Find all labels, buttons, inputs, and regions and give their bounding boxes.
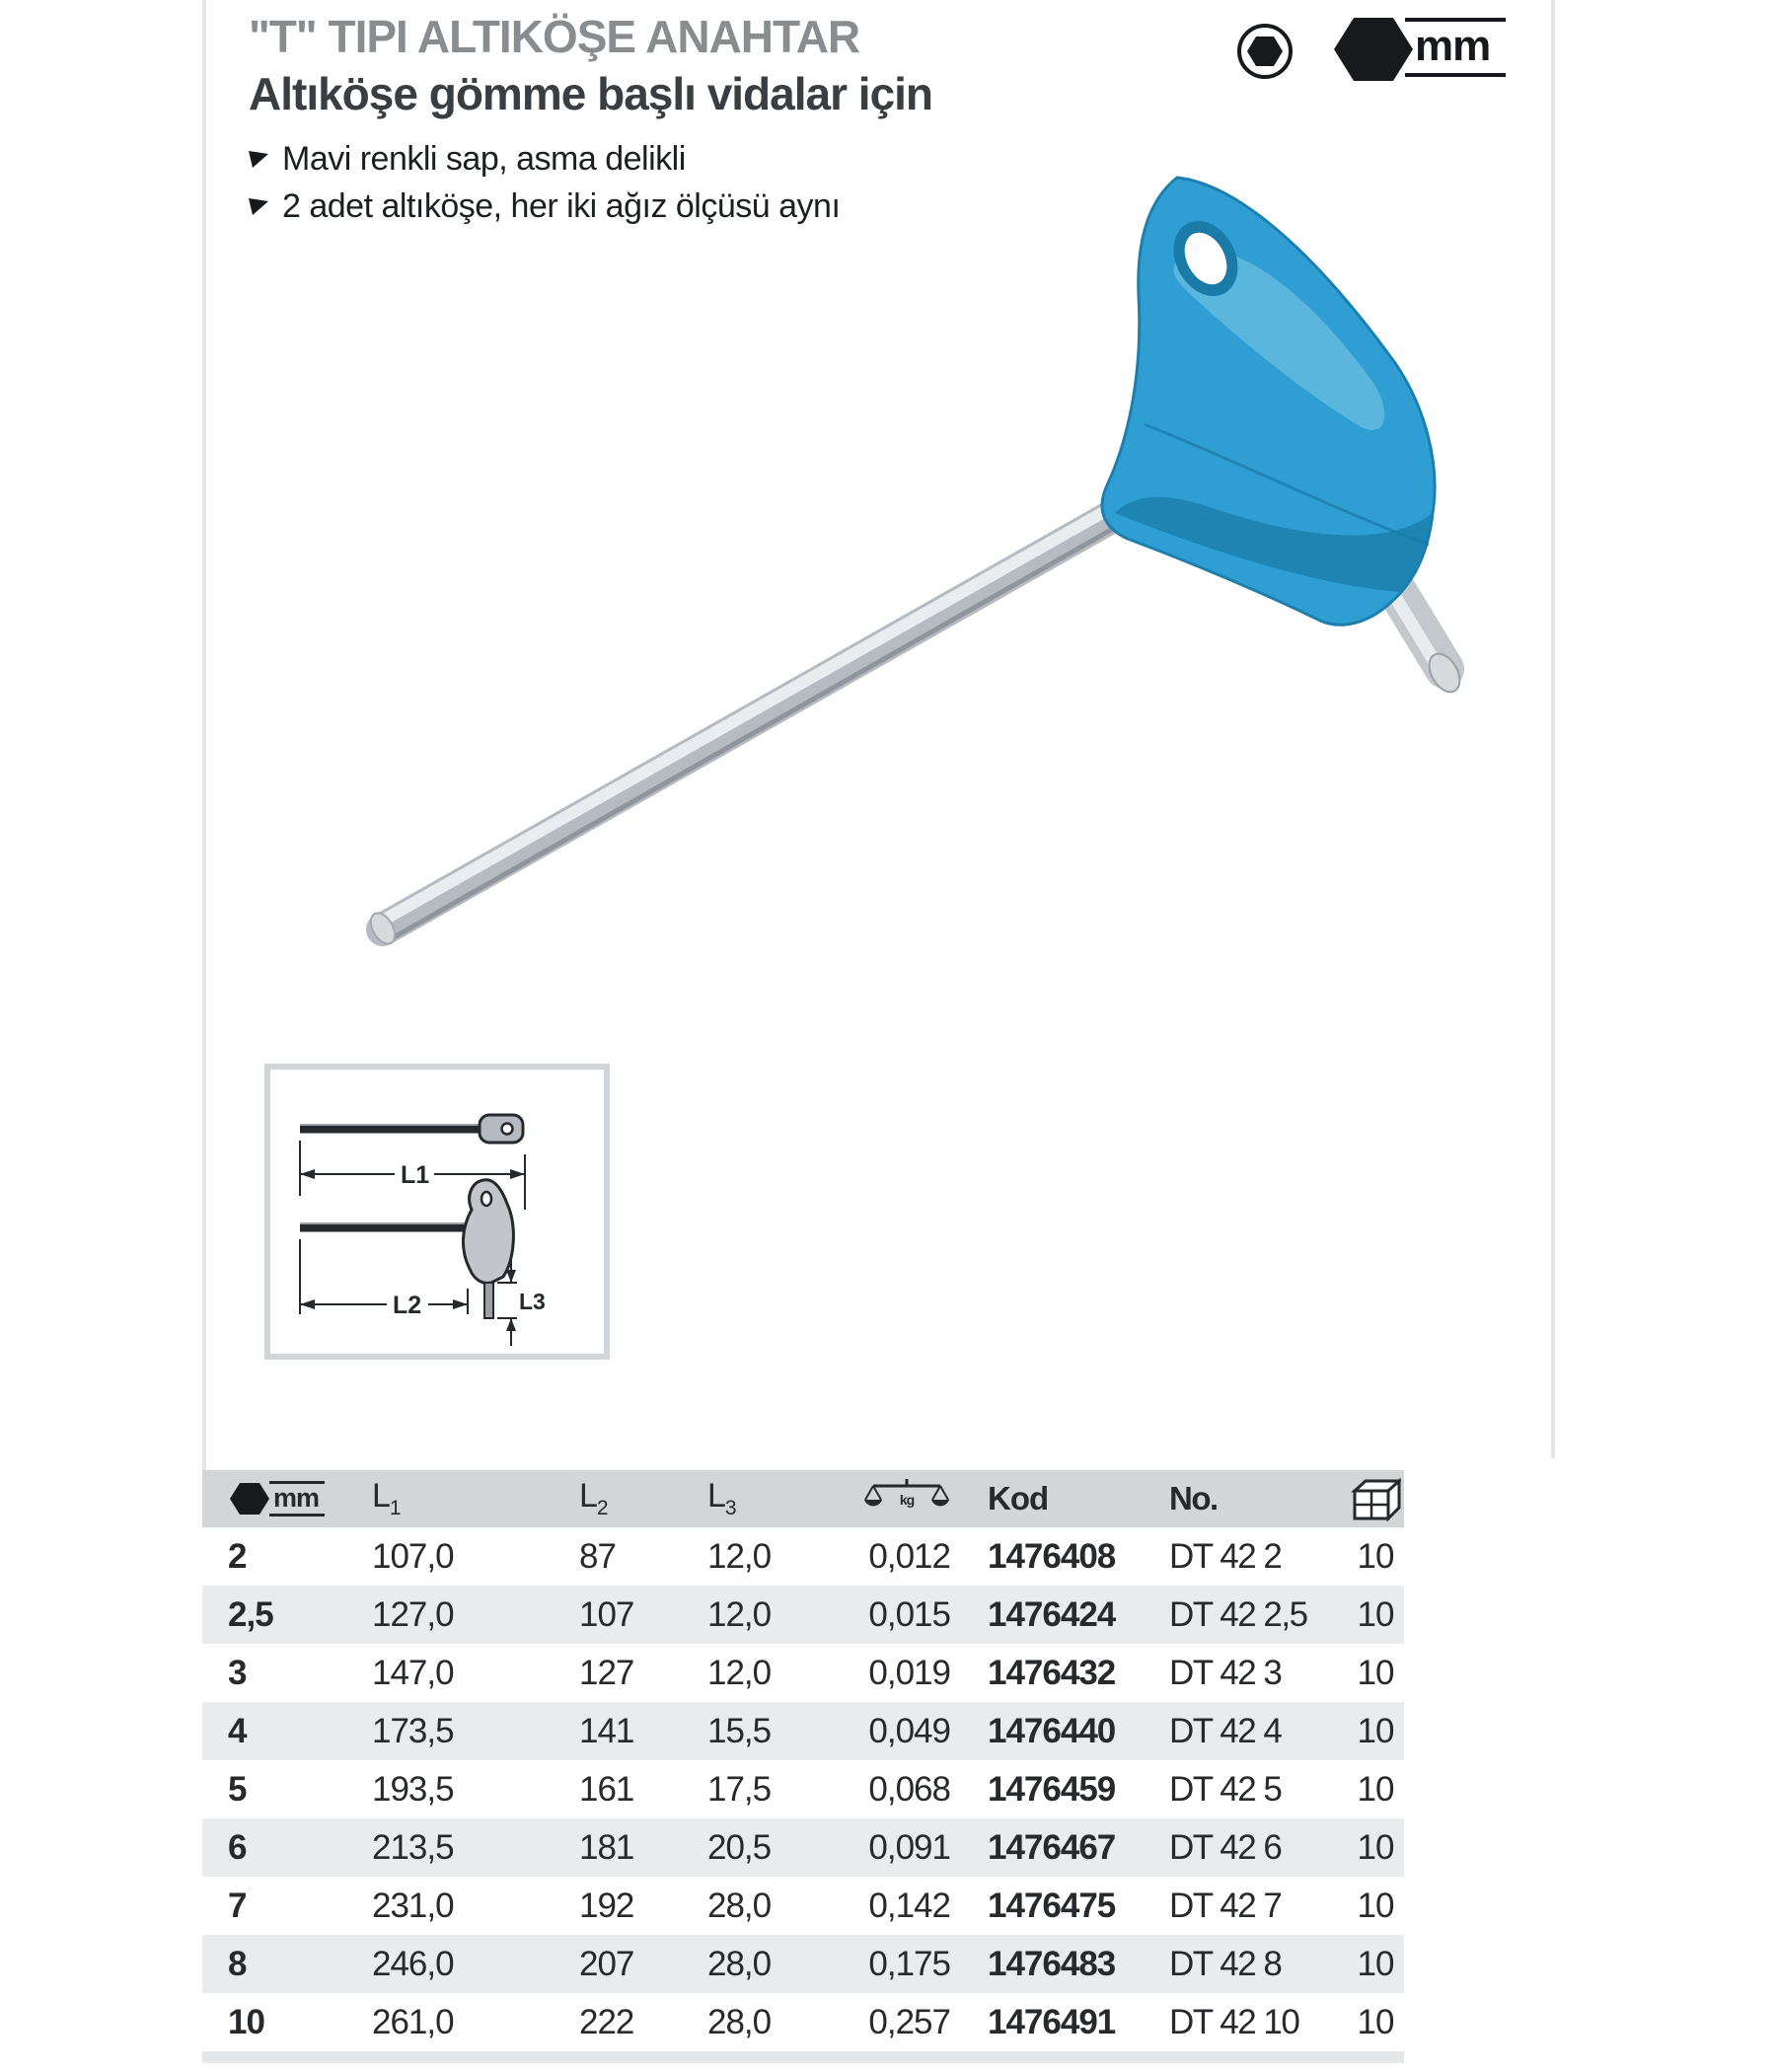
cell-l2: 107	[579, 1594, 634, 1634]
header-no: No.	[1169, 1480, 1218, 1517]
cell-l2: 141	[579, 1711, 634, 1750]
cell-l3: 28,0	[707, 1886, 772, 1925]
cell-no: DT 42 6	[1169, 1827, 1282, 1867]
dimension-diagram	[264, 1064, 610, 1360]
hex-socket-circle-icon	[1235, 22, 1295, 81]
cell-qty: 10	[1357, 1827, 1394, 1867]
cell-qty: 10	[1357, 2002, 1394, 2041]
cell-kod: 1476424	[988, 1594, 1116, 1634]
cell-qty: 10	[1357, 1944, 1394, 1983]
header-l3: $L_3$	[707, 1477, 736, 1519]
cell-size: 10	[228, 2002, 264, 2041]
header-l2: $L_2$	[579, 1477, 608, 1519]
cell-weight: 0,012	[868, 1536, 950, 1576]
product-title: "T" TIPI ALTIKÖŞE ANAHTAR	[249, 11, 860, 62]
header-package-icon	[1350, 1476, 1401, 1521]
header-size	[202, 1481, 372, 1517]
product-subtitle: Altıköşe gömme başlı vidalar için	[249, 67, 933, 119]
cell-kod: 1476408	[988, 1536, 1116, 1576]
table-row	[202, 1760, 1404, 1818]
flag-bullet-icon	[249, 197, 268, 215]
mm-unit-label: mm	[1405, 18, 1506, 77]
cell-l1: 246,0	[372, 1944, 454, 1983]
header-size-hex-icon	[228, 1481, 271, 1517]
cell-qty: 10	[1357, 1769, 1394, 1809]
cell-l2: 181	[579, 1827, 634, 1867]
header-kod: Kod	[988, 1480, 1049, 1517]
cell-no: DT 42 8	[1169, 1944, 1282, 1983]
cell-l2: 207	[579, 1944, 634, 1983]
spec-table	[202, 1470, 1404, 2063]
feature-item	[249, 183, 1196, 230]
feature-text: Mavi renkli sap, asma delikli	[282, 139, 686, 178]
cell-l3: 12,0	[707, 1653, 772, 1692]
cell-weight: 0,142	[868, 1886, 950, 1925]
header-weight-scale-icon	[863, 1477, 950, 1520]
table-row	[202, 1644, 1404, 1702]
cell-no: DT 42 2	[1169, 1536, 1282, 1576]
table-footer-strip	[202, 2051, 1404, 2063]
cell-size: 3	[228, 1653, 247, 1692]
feature-list	[249, 135, 1196, 230]
cell-weight: 0,015	[868, 1594, 950, 1634]
cell-l1: 213,5	[372, 1827, 454, 1867]
feature-item	[249, 135, 1196, 183]
page-right-rule	[1551, 0, 1555, 1458]
cell-size: 2	[228, 1536, 247, 1576]
cell-weight: 0,091	[868, 1827, 950, 1867]
cell-size: 6	[228, 1827, 247, 1867]
header-weight	[855, 1477, 972, 1520]
table-row	[202, 1877, 1404, 1935]
cell-l1: 231,0	[372, 1886, 454, 1925]
table-row	[202, 1702, 1404, 1760]
cell-l3: 12,0	[707, 1594, 772, 1634]
cell-no: DT 42 10	[1169, 2002, 1299, 2041]
table-row	[202, 1527, 1404, 1586]
cell-l3: 28,0	[707, 1944, 772, 1983]
cell-qty: 10	[1357, 1536, 1394, 1576]
cell-l1: 261,0	[372, 2002, 454, 2041]
feature-text: 2 adet altıköşe, her iki ağız ölçüsü aynı	[282, 186, 841, 225]
cell-l2: 222	[579, 2002, 634, 2041]
cell-kod: 1476491	[988, 2002, 1116, 2041]
cell-l3: 15,5	[707, 1711, 772, 1750]
cell-size: 5	[228, 1769, 247, 1809]
cell-kod: 1476483	[988, 1944, 1116, 1983]
cell-no: DT 42 2,5	[1169, 1594, 1307, 1634]
cell-l2: 87	[579, 1536, 616, 1576]
cell-l1: 193,5	[372, 1769, 454, 1809]
cell-l2: 161	[579, 1769, 634, 1809]
diagram-l3-label: L3	[519, 1289, 546, 1314]
cell-l2: 192	[579, 1886, 634, 1925]
cell-kod: 1476432	[988, 1653, 1116, 1692]
cell-no: DT 42 5	[1169, 1769, 1282, 1809]
cell-weight: 0,049	[868, 1711, 950, 1750]
cell-l3: 17,5	[707, 1769, 772, 1809]
hex-icon	[1332, 14, 1413, 85]
table-row	[202, 1586, 1404, 1644]
flag-bullet-icon	[249, 150, 268, 168]
tool-handle	[1102, 178, 1435, 625]
cell-kod: 1476459	[988, 1769, 1116, 1809]
tool-short-shaft	[1375, 564, 1466, 698]
cell-kod: 1476475	[988, 1886, 1116, 1925]
cell-size: 7	[228, 1886, 247, 1925]
cell-l3: 12,0	[707, 1536, 772, 1576]
cell-kod: 1476440	[988, 1711, 1116, 1750]
table-row	[202, 1935, 1404, 1993]
cell-kod: 1476467	[988, 1827, 1116, 1867]
header-qty	[1347, 1476, 1404, 1521]
dimension-diagram-drawing	[270, 1070, 604, 1354]
tool-long-shaft	[366, 501, 1127, 948]
diagram-l2-label: L2	[393, 1292, 422, 1319]
diagram-front-view	[300, 1180, 546, 1346]
cell-l1: 173,5	[372, 1711, 454, 1750]
diagram-l1-label: L1	[401, 1161, 430, 1189]
header-l1: $L_1$	[372, 1477, 401, 1519]
cell-weight: 0,175	[868, 1944, 950, 1983]
cell-no: DT 42 3	[1169, 1653, 1282, 1692]
header-kg-label: kg	[899, 1492, 915, 1508]
cell-l3: 28,0	[707, 2002, 772, 2041]
cell-l1: 107,0	[372, 1536, 454, 1576]
cell-weight: 0,257	[868, 2002, 950, 2041]
cell-size: 8	[228, 1944, 247, 1983]
cell-size: 4	[228, 1711, 247, 1750]
table-row	[202, 1993, 1404, 2051]
cell-no: DT 42 7	[1169, 1886, 1282, 1925]
table-row	[202, 1818, 1404, 1877]
cell-qty: 10	[1357, 1711, 1394, 1750]
cell-weight: 0,019	[868, 1653, 950, 1692]
cell-size: 2,5	[228, 1594, 273, 1634]
table-header-row	[202, 1470, 1404, 1527]
cell-l1: 127,0	[372, 1594, 454, 1634]
cell-l1: 147,0	[372, 1653, 454, 1692]
header-mm-label: mm	[269, 1481, 325, 1516]
cell-l2: 127	[579, 1653, 634, 1692]
cell-weight: 0,068	[868, 1769, 950, 1809]
cell-qty: 10	[1357, 1886, 1394, 1925]
cell-l3: 20,5	[707, 1827, 772, 1867]
cell-qty: 10	[1357, 1594, 1394, 1634]
cell-qty: 10	[1357, 1653, 1394, 1692]
product-header	[249, 12, 1196, 230]
cell-no: DT 42 4	[1169, 1711, 1282, 1750]
